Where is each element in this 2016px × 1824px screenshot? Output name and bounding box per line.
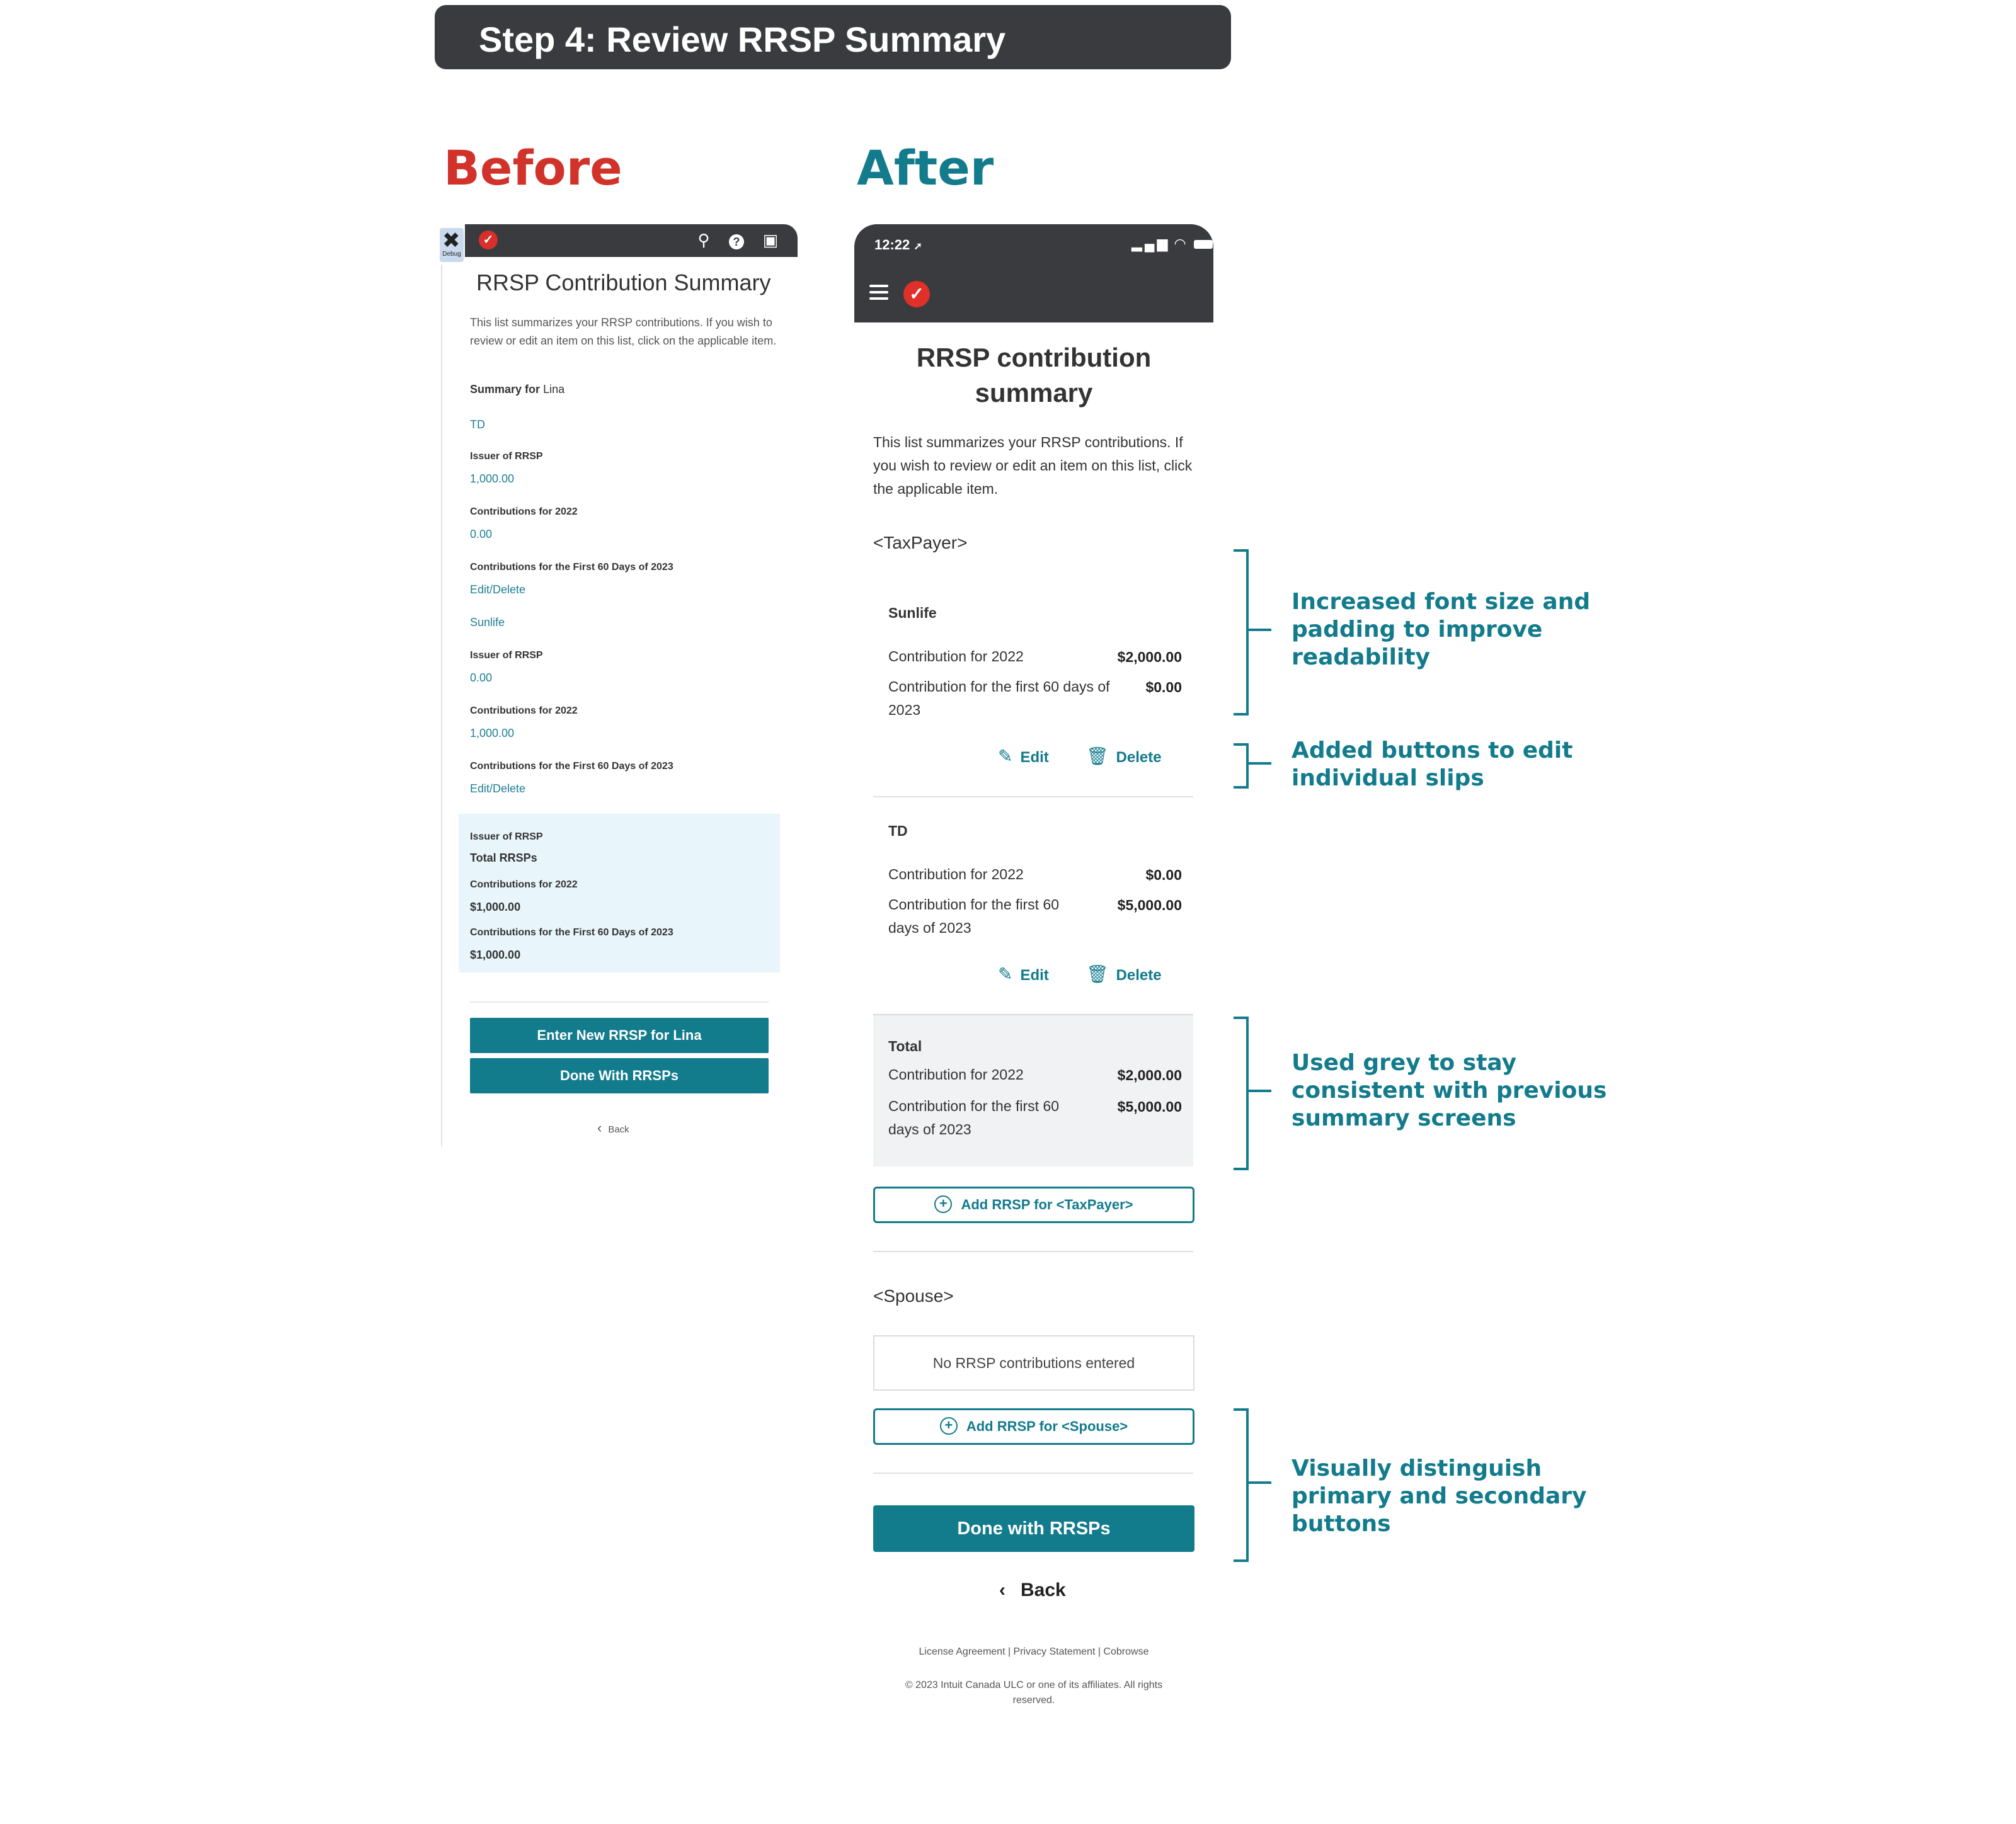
before-issuer-value: 0.00 [470,671,493,684]
before-topbar [465,224,798,257]
annotation-bracket-tick [1249,1481,1271,1484]
section-separator [873,1251,1193,1252]
before-total-issuer-value: Total RRSPs [470,852,537,864]
after-c60-label: Contribution for the first 60 days of 2023 [888,896,1060,936]
after-slip-issuer: Sunlife [888,605,937,621]
before-divider-line [441,265,442,1146]
footer-links[interactable]: License Agreement | Privacy Statement | Cobrowse [919,1646,1149,1657]
after-c60-value: $0.00 [1145,679,1182,695]
annotation-bracket [1234,549,1249,715]
signal-icon: ▂▄▆ [1131,236,1171,251]
after-total-c2022-value: $2,000.00 [1117,1067,1182,1083]
before-edit-delete-link[interactable]: Edit/Delete [470,583,526,596]
after-total-box [873,1014,1193,1166]
before-c2022-value: 1,000.00 [470,727,515,739]
status-icons [1131,236,1213,252]
pencil-icon: ✎ [998,746,1013,766]
spouse-label: <Spouse> [873,1286,954,1306]
delete-label: Delete [1116,967,1162,984]
image-icon[interactable]: ▣ [762,231,779,249]
before-total-issuer-label: Issuer of RRSP [470,831,543,842]
add-rrsp-spouse-label: Add RRSP for <Spouse> [966,1418,1128,1434]
before-c60-label: Contributions for the First 60 Days of 2023 [470,562,673,573]
help-icon[interactable]: ? [726,231,747,249]
annotation-grey-total: Used grey to stay consistent with previous summary screens [1292,1050,1607,1131]
after-heading: After [857,140,994,196]
battery-icon [1194,240,1213,249]
after-back-link[interactable] [999,1580,1066,1601]
footer-copyright: © 2023 Intuit Canada ULC or one of its affiliates. All rights reserved. [905,1680,1163,1706]
add-rrsp-taxpayer-button[interactable] [873,1187,1194,1223]
before-issuer-value: 1,000.00 [470,472,515,485]
before-issuer-label: Issuer of RRSP [470,650,543,661]
debug-button[interactable] [440,228,464,262]
after-c60-value: $5,000.00 [1117,897,1182,913]
before-total-c2022-value: $1,000.00 [470,901,521,913]
after-back-label: Back [1021,1580,1066,1600]
after-slip-issuer: TD [888,823,908,839]
trash-icon: 🗑 [1086,746,1109,766]
location-arrow-icon: ➚ [914,241,922,252]
after-c2022-label: Contribution for 2022 [888,866,1024,882]
before-total-c2022-label: Contributions for 2022 [470,879,578,890]
before-heading: Before [444,140,622,196]
pencil-icon: ✎ [998,964,1013,984]
edit-label: Edit [1020,967,1049,984]
annotation-bracket-tick [1249,629,1271,631]
done-with-rrsps-button[interactable]: Done with RRSPs [873,1505,1194,1552]
annotation-edit-buttons: Added buttons to edit individual slips [1292,738,1573,791]
annotation-bracket [1234,743,1249,789]
checkmark-logo-icon: ✓ [479,231,498,249]
before-page-title: RRSP Contribution Summary [476,270,771,295]
before-c2022-label: Contributions for 2022 [470,705,578,716]
tools-icon: ✖ [442,229,461,253]
after-total-c60-label: Contribution for the first 60 days of 2023 [888,1098,1060,1137]
edit-label: Edit [1020,749,1049,766]
status-time-value: 12:22 [874,237,910,253]
annotation-bracket-tick [1249,762,1271,765]
before-c2022-label: Contributions for 2022 [470,506,578,517]
before-back-label: Back [608,1124,629,1135]
before-intro-text: This list summarizes your RRSP contributions. If you wish to review or edit an item on this list, click on the applicable item. [470,316,777,347]
annotation-button-hierarchy: Visually distinguish primary and secondary buttons [1292,1456,1587,1537]
add-rrsp-spouse-button[interactable] [873,1408,1194,1445]
before-slip-issuer-link[interactable]: Sunlife [470,616,505,629]
enter-new-rrsp-button[interactable]: Enter New RRSP for Lina [470,1018,769,1053]
before-c60-label: Contributions for the First 60 Days of 2023 [470,761,673,772]
before-issuer-label: Issuer of RRSP [470,451,543,462]
after-total-label: Total [888,1038,922,1054]
hamburger-menu-icon[interactable] [869,285,888,301]
after-c60-label: Contribution for the first 60 days of 2023 [888,678,1110,718]
plus-circle-icon: + [934,1195,952,1213]
done-with-rrsps-button[interactable]: Done With RRSPs [470,1058,769,1093]
debug-label: Debug [442,251,461,258]
edit-button[interactable] [998,746,1049,767]
delete-button[interactable] [1086,964,1162,984]
after-total-c60-value: $5,000.00 [1117,1098,1182,1115]
delete-label: Delete [1116,749,1162,766]
taxpayer-label: <TaxPayer> [873,533,968,552]
before-slip-issuer-link[interactable]: TD [470,418,485,431]
after-page-title: RRSP contribution summary [916,343,1152,408]
step-banner [435,5,1231,69]
after-c2022-value: $0.00 [1145,867,1182,883]
slip-separator [873,796,1193,797]
add-rrsp-taxpayer-label: Add RRSP for <TaxPayer> [961,1197,1133,1212]
search-icon[interactable]: ⚲ [697,231,710,249]
wifi-icon: ◠ [1174,236,1189,251]
trash-icon: 🗑 [1086,964,1109,984]
annotation-readability: Increased font size and padding to improve readability [1292,589,1591,670]
summary-for-label: Summary for [470,383,541,396]
annotation-bracket-tick [1249,1090,1271,1092]
after-c2022-label: Contribution for 2022 [888,648,1024,664]
after-c2022-value: $2,000.00 [1117,649,1182,665]
no-contributions-box: No RRSP contributions entered [873,1335,1194,1391]
delete-button[interactable] [1086,746,1162,767]
plus-circle-icon: + [940,1417,958,1435]
summary-for-name: Lina [543,383,565,396]
after-intro-text: This list summarizes your RRSP contributions. If you wish to review or edit an item on this list, click the applicable item. [873,434,1193,497]
status-time [874,237,922,253]
annotation-bracket [1234,1408,1249,1562]
before-total-c60-value: $1,000.00 [470,949,521,961]
chevron-left-icon: ‹ [999,1580,1005,1600]
annotation-bracket [1234,1017,1249,1170]
checkmark-logo-icon: ✓ [903,281,930,307]
chevron-left-icon: ‹ [597,1120,602,1136]
before-summary-for [470,383,564,396]
before-back-link[interactable] [597,1120,629,1136]
section-separator [873,1473,1193,1474]
after-total-c2022-label: Contribution for 2022 [888,1066,1024,1083]
before-divider [470,1001,769,1003]
before-total-c60-label: Contributions for the First 60 Days of 2023 [470,927,673,938]
before-edit-delete-link[interactable]: Edit/Delete [470,782,526,795]
edit-button[interactable] [998,964,1049,984]
before-c2022-value: 0.00 [470,528,493,540]
step-title: Step 4: Review RRSP Summary [479,20,1006,59]
